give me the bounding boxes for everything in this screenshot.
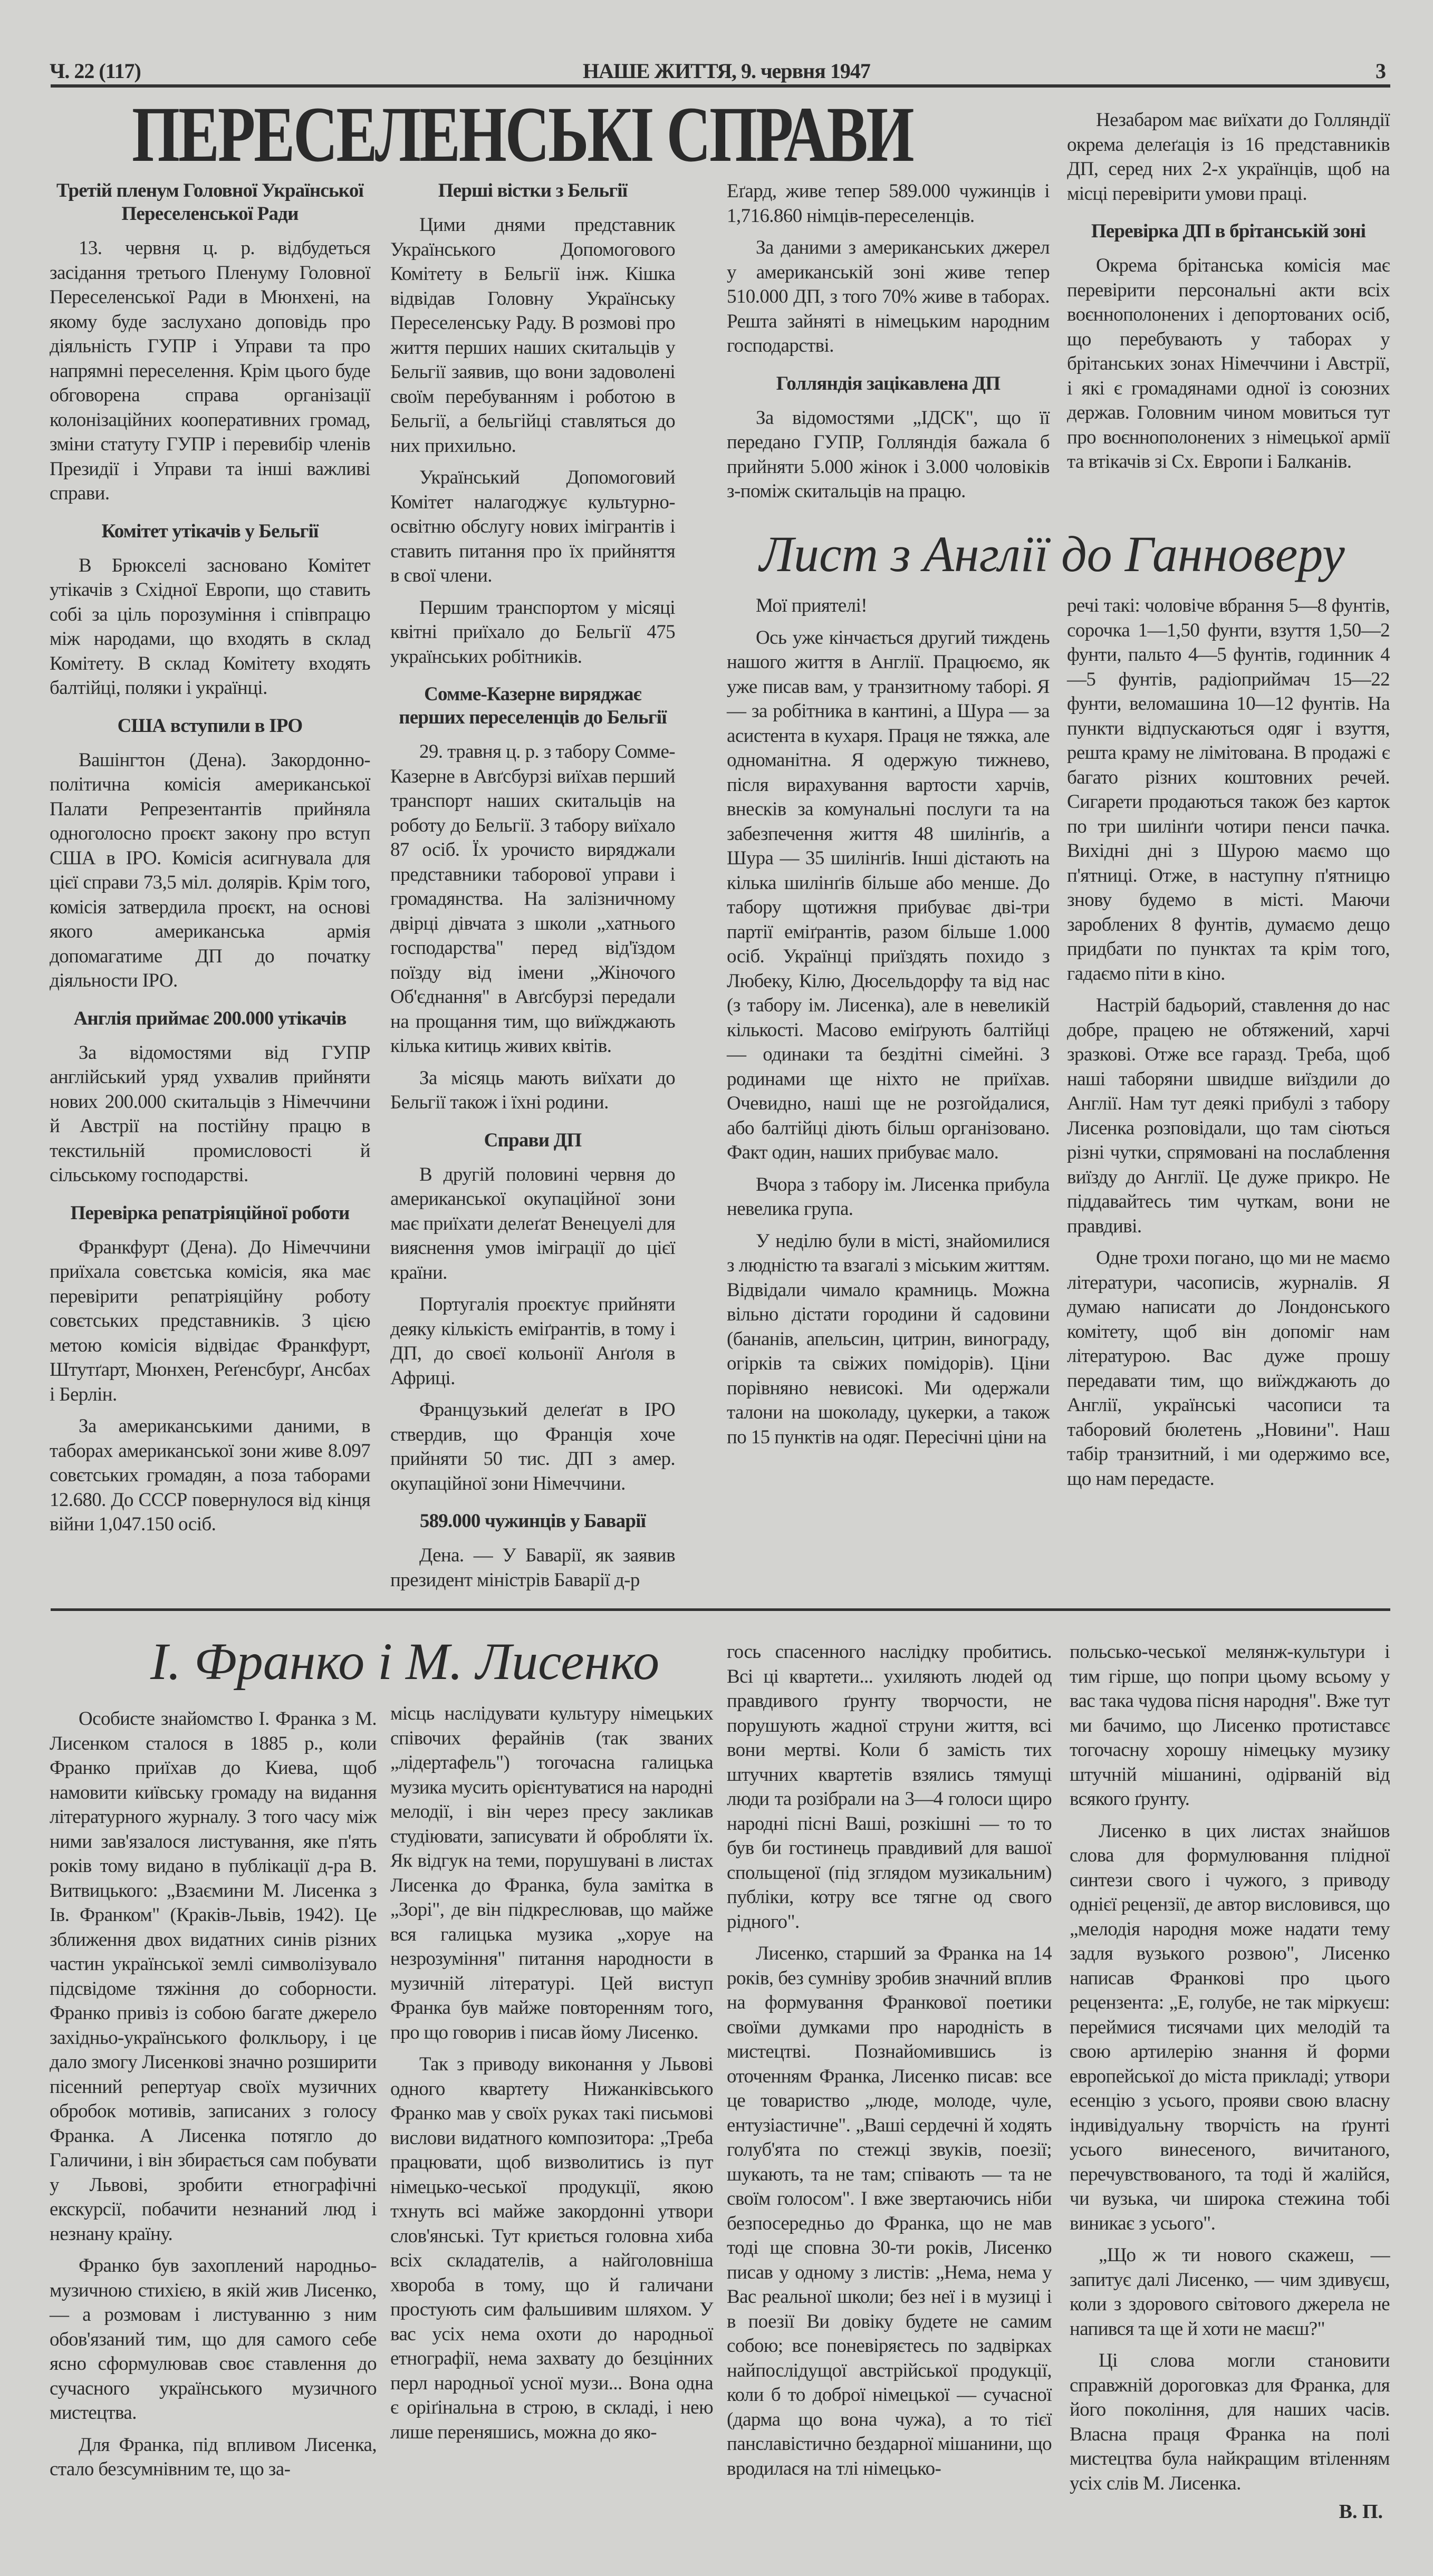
resettlement-column-3 bbox=[727, 179, 1050, 504]
letter-title: Лист з Англії до Ганноверу bbox=[759, 526, 1345, 582]
paragraph: 29. травня ц. р. з табору Сомме-Казерне в Авґсбурзі виїхав перший транспорт наших скитальців на роботу до Бельгії. З табору виїхало 87 осіб. Їх урочисто виряджали представники таборової управи і громадянства. На залізничному двірці дівчата з школи „хатнього господарства" перед від'їздом поїзду від імени „Жіночого Об'єднання" в Авґсбурзі передали на прощання тим, що виїжджають кілька китиць живих квітів. bbox=[390, 741, 675, 1057]
news-headline: Комітет утікачів у Бельгії bbox=[101, 520, 319, 542]
franko-column-4 bbox=[1070, 1640, 1390, 2496]
paragraph: Вчора з табору ім. Лисенка прибула невелика група. bbox=[727, 1173, 1050, 1220]
news-headline: Англія приймає 200.000 утікачів bbox=[73, 1007, 347, 1029]
news-headline: США вступили в ІРО bbox=[117, 715, 303, 737]
paragraph: Український Допомоговий Комітет налагоджує культурно-освітню обслугу нових імігрантів і ставить питання про їх прийняття в свої члени. bbox=[390, 467, 675, 586]
page-number: 3 bbox=[1376, 59, 1386, 83]
letter-column-2 bbox=[1067, 594, 1390, 1491]
paragraph: місць наслідувати культуру німецьких співочих ферайнів (так званих „лідертафель") тогочасна галицька музика мусить орієнтуватися на народні мелодії, і він через пресу закликав студіювати, записувати й обробляти їх. Як відгук на теми, порушувані в листах Лисенка до Франка, була замітка в „Зорі", де він підкреслював, що майже вся галицька музика „хоруе на незрозуміння" питання народности в музичній літературі. Цей виступ Франка був майже повторенням того, про що говорив і писав йому Лисенко. bbox=[390, 1703, 713, 2043]
paragraph: Настрій бадьорий, ставлення до нас добре, працею не обтяжений, харчі зразкові. Отже все гаразд. Треба, щоб наші таборяни швидше виїздили до Англії. Нам тут деякі прибулі з табору Лисенка розповідали, що там сіються різні чутки, спрямовані на послаблення виїзду до Англії. Це дуже прикро. Не піддавайтесь тим чуткам, вони не правдиві. bbox=[1067, 995, 1390, 1237]
paragraph: Еґард, живе тепер 589.000 чужинців і 1,716.860 німців-переселенців. bbox=[727, 180, 1050, 227]
article-title-franko-lysenko: І. Франко і М. Лисенко bbox=[150, 1632, 660, 1691]
paragraph: Лисенко, старший за Франка на 14 років, без сумніву зробив значний вплив на формування Франкової поетики своїми думками про народність в мистецтві. Познайомившись із оточенням Франка, Лисенко писав: все це товариство „люде, молоде, чуле, ентузіастичне". „Ваші сердечні й ходять голуб'ята по стежці звуків, поезії; шукають, та не там; співають — та не своїм голосом". І вже звертаючись ніби безпосередньо до Франка, що не мав тоді ще сповна 30-ти років, Лисенко писав у одному з листів: „Нема, нема у Вас реальної школи; без неї і в музиці і в поезії Ви довіку будете не самим собою; все поневіряєтесь по задвірках найпослідущої австрійської продукції, коли б то доброї німецької — сучасної (дарма що вона чужа), а то тієї панславістично бездарної мішанини, що вродилася на тлі німецько- bbox=[727, 1943, 1052, 2479]
paragraph: Португалія проєктує прийняти деяку кількість еміґрантів, в тому і ДП, до своєї кольонії Анґоля в Африці. bbox=[390, 1294, 675, 1389]
paragraph: „Що ж ти нового скажеш, — запитує далі Лисенко, — чим здивуєш, коли з здорового світового джерела не напився та ще й хоти не маєш?" bbox=[1070, 2244, 1390, 2340]
news-headline: Справи ДП bbox=[484, 1129, 582, 1151]
news-headline: Третій пленум Головної Української Переселенської Ради bbox=[56, 180, 364, 225]
resettlement-column-2 bbox=[390, 179, 675, 1593]
paragraph: Дена. — У Баварії, як заявив президент міністрів Баварії д-р bbox=[390, 1545, 675, 1591]
section-title-resettlement: ПЕРЕСЕЛЕНСЬКІ СПРАВИ bbox=[132, 91, 913, 178]
paragraph: За американськими даними, в таборах американської зони живе 8.097 совєтських громадян, а поза таборами 12.680. До СССР повернулося від кінця війни 1,047.150 осіб. bbox=[50, 1415, 370, 1535]
news-headline: Перші вістки з Бельгії bbox=[438, 180, 628, 201]
franko-column-3 bbox=[727, 1640, 1052, 2481]
paragraph: Незабаром має виїхати до Голляндії окрема делеґація із 16 представників ДП, серед них 2-х українців, щоб на місці перевірити умови праці. bbox=[1067, 109, 1390, 205]
paragraph: 13. червня ц. р. відбудеться засідання третього Пленуму Головної Переселенської Ради в Мюнхені, на якому буде заслухано доповідь про діяльність ГУПР і Управи та про напрямні переселення. Крім цього буде обговорена справа організації колонізаційних кооперативних громад, зміни статуту ГУПР і перевибір членів Президії і Управи та інші важливі справи. bbox=[50, 237, 370, 504]
issue-number: Ч. 22 (117) bbox=[50, 59, 141, 83]
paragraph: Франкфурт (Дена). До Німеччини приїхала совєтська комісія, яка має перевірити репатріяційну роботу совєтських представників. З цією метою комісія відвідає Франкфурт, Штутґарт, Мюнхен, Реґенсбурґ, Ансбах і Берлін. bbox=[50, 1236, 370, 1405]
news-headline: Перевірка репатріяційної роботи bbox=[70, 1202, 350, 1224]
paragraph: Мої приятелі! bbox=[756, 595, 867, 616]
paragraph: За відомостями від ГУПР англійський уряд ухвалив прийняти нових 200.000 скитальців з Німеччини й Австрії на постійну працю в текстильній промисловості й сільському господарстві. bbox=[50, 1041, 370, 1186]
paragraph: У неділю були в місті, знайомилися з людністю та взагалі з міським життям. Відвідали чимало крамниць. Можна вільно дістати городини й садовини (бананів, апельсин, цитрин, винограду, огірків та свіжих помідорів). Ціни порівняно невисокі. Ми одержали талони на шоколаду, цукерки, а також по 15 пунктів на одяг. Пересічні ціни на bbox=[727, 1230, 1050, 1448]
franko-column-1 bbox=[50, 1707, 377, 2482]
paragraph: Одне трохи погано, що ми не маємо літератури, часописів, журналів. Я думаю написати до Лондонського комітету, щоб він допоміг нам літературою. Вас дуже прошу передавати тим, що виїжджають до Англії, українські часописи та таборовий бюлетень „Новини". Наш табір транзитний, і ми одержимо все, що нам передасте. bbox=[1067, 1247, 1390, 1490]
paragraph: За місяць мають виїхати до Бельгії також і їхні родини. bbox=[390, 1067, 675, 1113]
resettlement-column-1 bbox=[50, 179, 370, 1537]
paragraph: Особисте знайомство І. Франка з М. Лисенком сталося в 1885 р., коли Франко приїхав до Киева, щоб намовити київську громаду на видання літературного журналу. З того часу між ними зав'язалося листування, яке п'ять років тому видано в публікації д-ра В. Витвицького: „Взаємини М. Лисенка з Ів. Франком" (Краків-Львів, 1942). Це зближення двох видатних синів різних частин української землі символізувало підсвідоме тяжіння до соборности. Франко привіз із собою багате джерело західньо-українського фолкльору, і це дало змогу Лисенкові значно розширити пісенний репертуар своїх музичних обробок мотивів, записаних з голосу Франка. А Лисенка потягло до Галичини, і він збирається сам побувати у Львові, зробити етнографічні екскурсії, побачити незнаний люд і незнану країну. bbox=[50, 1708, 377, 2245]
newspaper-title-date: НАШЕ ЖИТТЯ, 9. червня 1947 bbox=[583, 59, 870, 83]
paragraph: Франко був захоплений народньо-музичною стихією, в якій жив Лисенко, — а розмовам і листуванню з ним обов'язаний тим, що для самого себе ясно сформулював своє ставлення до сучасного українського музичного мистецтва. bbox=[50, 2255, 377, 2424]
paragraph: Першим транспортом у місяці квітні приїхало до Бельгії 475 українських робітників. bbox=[390, 596, 675, 668]
letter-column-1 bbox=[727, 594, 1050, 1450]
paragraph: Цими днями представник Українського Допомогового Комітету в Бельгії інж. Кішка відвідав Головну Українську Переселенську Раду. В розмові про життя перших наших скитальців у Бельгії заявив, що вони задоволені своїм перебуванням і роботою в Бельгії, а бельгійці ставляться до них прихильно. bbox=[390, 214, 675, 457]
paragraph: Окрема брітанська комісія має перевірити персональні акти всіх воєннополонених і депортованих осіб, що перебувають у таборах у брітанських зонах Німеччини і Австрії, і які є громадянами одної із союзних держав. Головним чином мовиться тут про воєннополонених з німецької армії та втікачів зі Сх. Европи і Балканів. bbox=[1067, 255, 1390, 472]
news-headline: 589.000 чужинців у Баварії bbox=[419, 1510, 646, 1532]
paragraph: Ці слова могли становити справжній дороговказ для Франка, для його покоління, для наших часів. Власна праця Франка на полі мистецтва була найкращим втіленням усіх слів М. Лисенка. bbox=[1070, 2350, 1390, 2494]
paragraph: За відомостями „ІДСК", що її передано ГУПР, Голляндія бажала б прийняти 5.000 жінок і 3.000 чоловіків з-поміж скитальців на працю. bbox=[727, 407, 1050, 502]
paragraph: польсько-чеської мелянж-культури і тим гірше, що попри цьому всьому у вас така чудова пісня народня". Вже тут ми бачимо, що Лисенко протиставсє тогочасну хорошу німецьку музику штучній мішанині, одірваній від всякого ґрунту. bbox=[1070, 1641, 1390, 1810]
paragraph: Французький делеґат в ІРО ствердив, що Франція хоче прийняти 50 тис. ДП з амер. окупаційної зони Німеччини. bbox=[390, 1399, 675, 1494]
paragraph: Лисенко в цих листах знайшов слова для формулювання плідної синтези свого і чужого, з приводу однієї рецензії, де автор висловився, що „мелодія народня може надати тему задля вузького розвою", Лисенко написав Франкові про цього рецензента: „Е, голубе, не так міркуєш: переймися тисячами цих мелодій та свою артилерію знання й форми европейської до міста прикладі; утвори есенцію з усього, прояви свою власну індивідуальну творчість на ґрунті усього винесеного, вичитаного, перечувствованого, та тоді й жалійся, чи вузька, чи широка стежина тобі виникає з усього". bbox=[1070, 1820, 1390, 2234]
paragraph: Для Франка, під впливом Лисенка, стало безсумнівним те, що за- bbox=[50, 2434, 377, 2480]
paragraph: Так з приводу виконання у Львові одного квартету Нижанківського Франко мав у своїх руках такі письмові вислови видатного композитора: „Треба працювати, щоб визволитись із пут німецько-чеської продукції, якою тхнуть всі майже закордонні утвори слов'янські. Тут криється головна хиба всіх складателів, а найголовніша хвороба в тому, що й галичани простують сим фальшивим шляхом. У вас усіх нема охоти до народньої етнографії, нема захвату до безцінних перл народньої усної музи... Вона одна є оріґінальна в строю, в складі, і нею лише переняшись, можна до яко- bbox=[390, 2053, 713, 2443]
paragraph: гось спасенного наслідку пробитись. Всі ці квартети... ухиляють людей од правдивого ґрунту творчости, не порушують жадної струни життя, всі вони мертві. Коли б замість тих штучних квартетів взялись тямущі люди та розібрали на 3—4 голоси щиро народні пісні Ваші, розкішні — то то був би гостинець правдивий для вашої спольщеної (під зглядом музикальним) публіки, котру все тягне од свого рідного". bbox=[727, 1641, 1052, 1933]
paragraph: В Брюкселі засновано Комітет утікачів з Східної Европи, що ставить собі за ціль порозуміння і співпрацю між народами, що входять в склад Комітету. В склад Комітету входять балтійці, поляки і українці. bbox=[50, 554, 370, 699]
paragraph: речі такі: чоловіче вбрання 5—8 фунтів, сорочка 1—1,50 фунти, взуття 1,50—2 фунти, пальто 4—5 фунтів, годинник 4—5 фунтів, радіоприймач 15—22 фунти, веломашина 10—12 фунтів. На пункти відпускаються одяг і взуття, решта краму не лімітована. В продажі є багато різних коштовних речей. Сигарети продаються також без карток по три шилінґи чотири пенси пачка. Вихідні дні з Шурою маємо що п'ятниці. Отже, в наступну п'ятницю знову будемо в місті. Маючи зароблених 8 фунтів, думаємо дещо придбати по пунктах та крім того, гадаємо піти в кіно. bbox=[1067, 595, 1390, 985]
paragraph: Вашінгтон (Дена). Закордонно-політична комісія американської Палати Репрезентантів прийняла одноголосно проєкт закону про вступ США в ІРО. Комісія асигнувала для цієї справи 73,5 міл. долярів. Крім того, комісія затвердила проєкт, на основі якого американська армія допомагатиме ДП до початку діяльности ІРО. bbox=[50, 749, 370, 991]
paragraph: За даними з американських джерел у американській зоні живе тепер 510.000 ДП, з того 70% живе в таборах. Решта зайняті в німецьким народним господарстві. bbox=[727, 237, 1050, 356]
paragraph: Ось уже кінчається другий тиждень нашого життя в Англії. Працюємо, як уже писав вам, у транзитному таборі. Я — за робітника в кантині, а Шура — за асистента в кухаря. Праця не тяжка, але одноманітна. Я одержую тижнево, після вирахування вартости харчів, внесків за комунальні послуги та на забезпечення життя 48 шилінґів, а Шура — 35 шилінґів. Інші дістають на кілька шилінґів більше або менше. До табору щотижня прибуває дві-три партії еміґрантів, разом більше 1.000 осіб. Українці приїздять похидо з Любеку, Кілю, Дюсельдорфу та від нас (з табору ім. Лисенка), але в невеликій кількості. Масово еміґрують балтійці — одинаки та бездітні сімейні. З родинами ще ніхто не приїхав. Очевидно, наші ще не розгойдалися, або балтійці діють більш організовано. Факт один, наших прибуває мало. bbox=[727, 626, 1050, 1163]
paragraph: В другій половині червня до американської окупаційної зони має приїхати делеґат Венецуелі для вияснення умов іміграції до цієї країни. bbox=[390, 1163, 675, 1284]
resettlement-column-4 bbox=[1067, 108, 1390, 475]
news-headline: Перевірка ДП в брітанській зоні bbox=[1091, 220, 1366, 242]
news-headline: Сомме-Казерне виряджає перших переселенців до Бельгії bbox=[399, 683, 667, 728]
section-divider bbox=[51, 1608, 1390, 1611]
news-headline: Голляндія зацікавлена ДП bbox=[776, 372, 1001, 394]
header-rule bbox=[51, 84, 1390, 88]
author-signature: В. П. bbox=[1339, 2501, 1383, 2523]
franko-column-2 bbox=[390, 1702, 713, 2445]
